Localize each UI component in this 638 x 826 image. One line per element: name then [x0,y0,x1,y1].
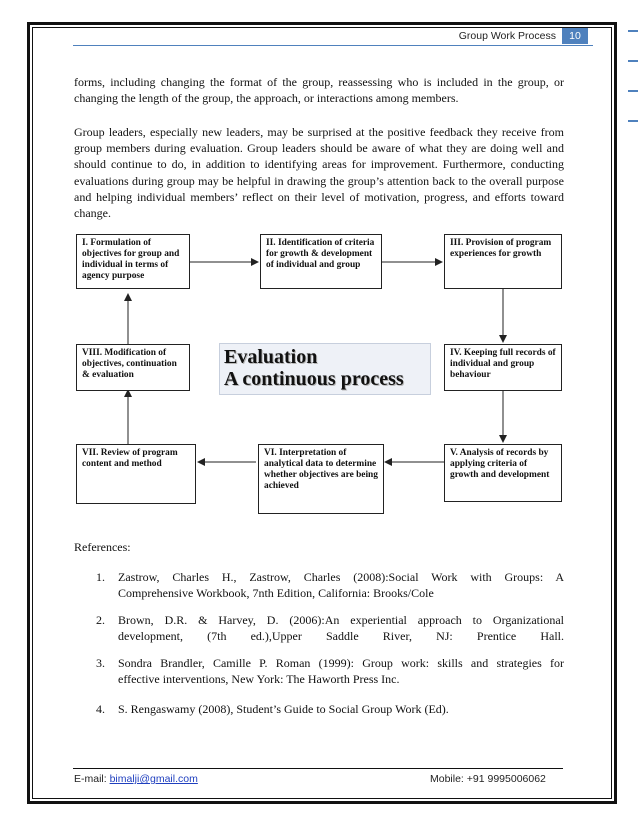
reference-line: Sondra Brandler, Camille P. Roman (1999): Group work: skills and strategies for [118,656,564,670]
reference-number: 2. [96,613,105,627]
diagram-center-line-1: Evaluation [224,346,318,368]
reference-number: 4. [96,702,105,716]
diagram-box-analysis: V. Analysis of records by applying criteria of growth and development [444,444,562,502]
diagram-box-provision: III. Provision of program experiences for growth [444,234,562,289]
reference-line: Comprehensive Workbook, 7nth Edition, California: Brooks/Cole [118,586,434,600]
body-paragraph: Group leaders, especially new leaders, may be surprised at the positive feedback they receive from group members during evaluation. Group leaders should be aware of what they are doing well and should continue to do, in addition to identifying areas for improvement. Furthermore, conducting evaluations during group may be helpful in drawing the group’s attention back to the overall purpose and helping individual members’ reflect on their level of motivation, progress, and efforts toward change. [74,125,564,221]
reference-item [96,612,564,644]
reference-item [96,655,564,687]
diagram-center-line-2: A continuous process [224,368,404,390]
footer-rule [73,768,563,769]
reference-line: development, (7th ed.),Upper Saddle River, NJ: Prentice Hall. [118,629,564,643]
footer-email [74,773,198,785]
email-link[interactable]: bimalji@gmail.com [109,773,198,785]
body-paragraph: forms, including changing the format of the group, reassessing who is included in the group, or changing the length of the group, the approach, or interactions among members. [74,75,564,106]
footer-email-label: E-mail: [74,773,107,785]
page-number-badge: 10 [562,28,588,44]
reference-number: 1. [96,570,105,584]
diagram-box-interpretation: VI. Interpretation of analytical data to determine whether objectives are being achieved [258,444,384,514]
diagram-box-keeping-records: IV. Keeping full records of individual and group behaviour [444,344,562,391]
diagram-box-identification: II. Identification of criteria for growth & development of individual and group [260,234,382,289]
running-header-title: Group Work Process [458,30,556,42]
reference-line: effective interventions, New York: The Haworth Press Inc. [118,672,400,686]
reference-line: Brown, D.R. & Harvey, D. (2006):An experiential approach to Organizational [118,613,564,627]
diagram-box-formulation: I. Formulation of objectives for group and individual in terms of agency purpose [76,234,190,289]
diagram-box-review: VII. Review of program content and method [76,444,196,504]
reference-item [96,569,564,601]
diagram-box-modification: VIII. Modification of objectives, continuation & evaluation [76,344,190,391]
diagram-center-title [219,343,431,395]
reference-number: 3. [96,656,105,670]
references-heading: References: [74,540,131,554]
reference-line: Zastrow, Charles H., Zastrow, Charles (2008):Social Work with Groups: A [118,570,564,584]
footer-mobile: Mobile: +91 9995006062 [430,773,546,785]
reference-item [96,701,564,717]
reference-line: S. Rengaswamy (2008), Student’s Guide to Social Group Work (Ed). [118,702,449,716]
